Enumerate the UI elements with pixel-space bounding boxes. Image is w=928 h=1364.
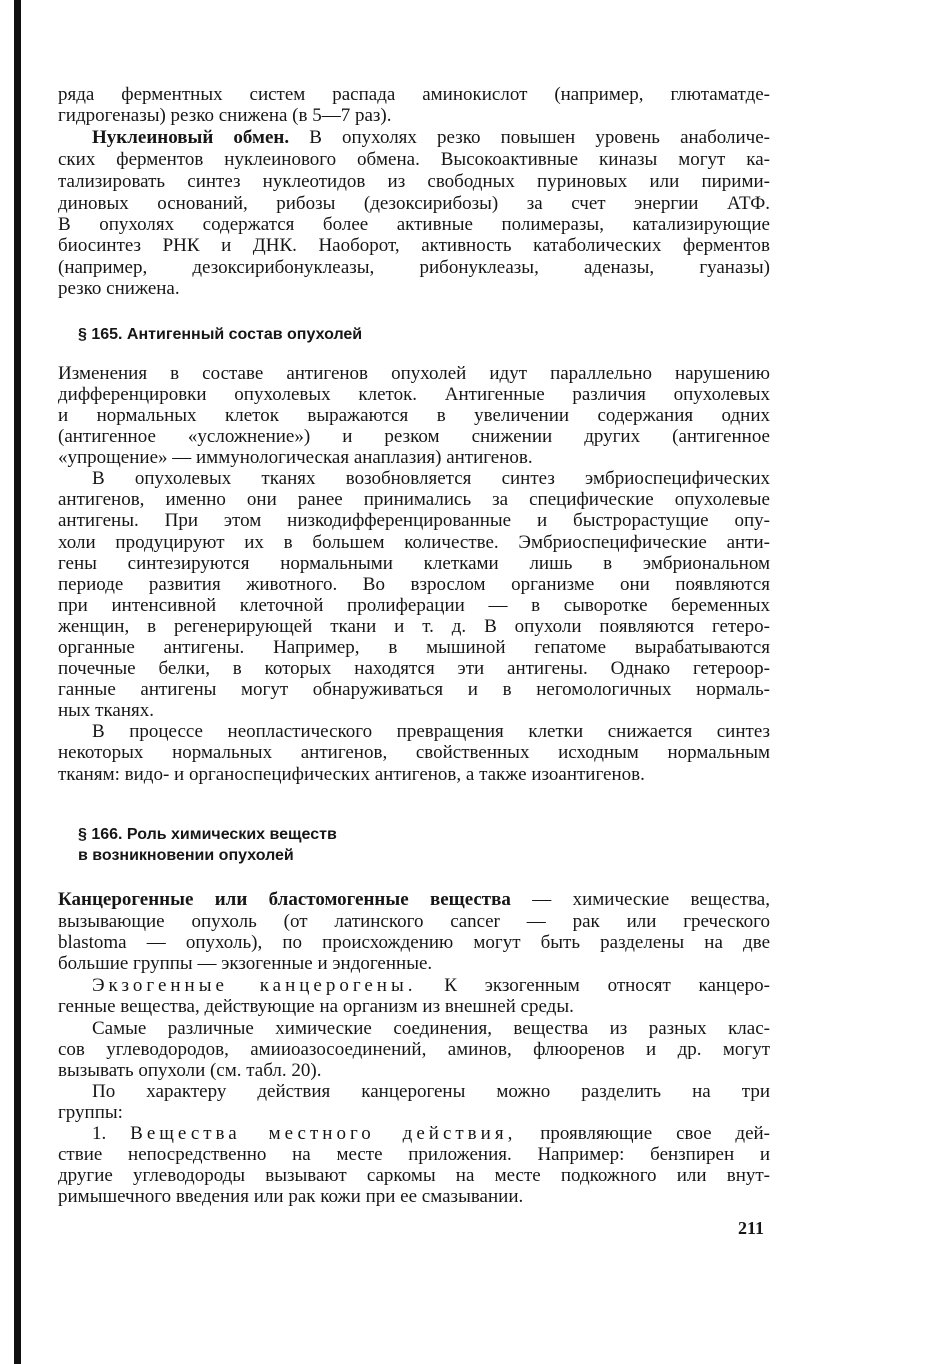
text-line: В опухолевых тканях возобновляется синтез эмбриоспецифических xyxy=(92,468,770,489)
text-line: диновых оснований, рибозы (дезоксирибозы) за счет энергии АТФ. xyxy=(58,193,770,214)
text-line: дифференцировки опухолевых клеток. Антигенные различия опухолевых xyxy=(58,384,770,405)
text-line: (антигенное «усложнение») и резком снижении других (антигенное xyxy=(58,426,770,447)
text-line: ных тканях. xyxy=(58,700,155,721)
text-line: ствие непосредственно на месте приложения. Например: бензпирен и xyxy=(58,1144,770,1165)
text-line: гидрогеназы) резко снижена (в 5—7 раз). xyxy=(58,105,392,126)
text-line: органные антигены. Например, в мышиной гепатоме вырабатываются xyxy=(58,637,770,658)
text-line: ганные антигены могут обнаруживаться и в негомологичных нормаль- xyxy=(58,679,770,700)
text-line: большие группы — экзогенные и эндогенные. xyxy=(58,953,433,974)
text-line: blastoma — опухоль), по происхождению могут быть разделены на две xyxy=(58,932,770,953)
run-in-heading: Нуклеиновый обмен. xyxy=(92,127,290,148)
text-line xyxy=(58,889,770,910)
text-line: вызывать опухоли (см. табл. 20). xyxy=(58,1060,322,1081)
text-line: По характеру действия канцерогены можно разделить на три xyxy=(92,1081,770,1102)
text-line: антигены. При этом низкодифференцированные и быстрорастущие опу- xyxy=(58,510,770,531)
text-line: Самые различные химические соединения, вещества из разных клас- xyxy=(92,1018,770,1039)
list-number: 1. xyxy=(92,1123,131,1144)
text-line: холи продуцируют их в большем количестве. Эмбриоспецифические анти- xyxy=(58,532,770,553)
text-line: ских ферментов нуклеинового обмена. Высокоактивные киназы могут ка- xyxy=(58,149,770,170)
run-in-heading: Канцерогенные или бластомогенные вещества xyxy=(58,889,511,910)
text-line: резко снижена. xyxy=(58,278,180,299)
text-line: почечные белки, в которых находятся эти антигены. Однако гетероор- xyxy=(58,658,770,679)
text-line: сов углеводородов, амииоазосоединений, аминов, флюоренов и др. могут xyxy=(58,1039,770,1060)
text-line: периоде развития животного. Во взрослом организме они появляются xyxy=(58,574,770,595)
text-line: генные вещества, действующие на организм из внешней среды. xyxy=(58,996,574,1017)
text-line: и нормальных клеток выражаются в увеличении содержания одних xyxy=(58,405,770,426)
spaced-emphasis: Экзогенные канцерогены. xyxy=(92,975,417,996)
text-run: проявляющие свое дей- xyxy=(516,1123,771,1144)
text-line: В опухолях содержатся более активные полимеразы, катализирующие xyxy=(58,214,770,235)
text-line: В процессе неопластического превращения клетки снижается синтез xyxy=(92,721,770,742)
text-line: (например, дезоксирибонуклеазы, рибонуклеазы, аденазы, гуаназы) xyxy=(58,257,770,278)
text-line: гены синтезируются нормальными клетками лишь в эмбриональном xyxy=(58,553,770,574)
text-line: группы: xyxy=(58,1102,123,1123)
text-run: К экзогенным относят канцеро- xyxy=(416,975,770,996)
text-line: тализировать синтез нуклеотидов из свободных пуриновых или пирими- xyxy=(58,171,770,192)
text-line: Изменения в составе антигенов опухолей идут параллельно нарушению xyxy=(58,363,770,384)
text-line xyxy=(92,127,770,148)
text-line: тканям: видо- и органоспецифических антигенов, а также изоантигенов. xyxy=(58,764,645,785)
text-run: В опухолях резко повышен уровень анаболиче- xyxy=(289,127,770,148)
text-line: биосинтез РНК и ДНК. Наоборот, активность катаболических ферментов xyxy=(58,235,770,256)
text-line: вызывающие опухоль (от латинского cancer — рак или греческого xyxy=(58,911,770,932)
text-line: «упрощение» — иммунологическая анаплазия) антигенов. xyxy=(58,447,533,468)
text-line: при интенсивной клеточной пролиферации — в сыворотке беременных xyxy=(58,595,770,616)
text-line: женщин, в регенерирующей ткани и т. д. В опухоли появляются гетеро- xyxy=(58,616,770,637)
text-line: антигенов, именно они ранее принимались за специфические опухолевые xyxy=(58,489,770,510)
text-line: римышечного введения или рак кожи при ее смазывании. xyxy=(58,1186,524,1207)
text-line: ряда ферментных систем распада аминокислот (например, глютаматде- xyxy=(58,84,770,105)
text-line xyxy=(92,1123,770,1144)
text-line: другие углеводороды вызывают саркомы на месте подкожного или внут- xyxy=(58,1165,770,1186)
page-number: 211 xyxy=(738,1218,765,1238)
text-line: некоторых нормальных антигенов, свойственных исходным нормальным xyxy=(58,742,770,763)
section-heading: § 165. Антигенный состав опухолей xyxy=(78,326,363,343)
text-run: — химические вещества, xyxy=(510,889,770,910)
text-line xyxy=(92,975,770,996)
spaced-emphasis: Вещества местного действия, xyxy=(130,1123,517,1144)
section-heading: § 166. Роль химических веществ xyxy=(78,826,337,843)
section-heading: в возникновении опухолей xyxy=(78,847,294,864)
